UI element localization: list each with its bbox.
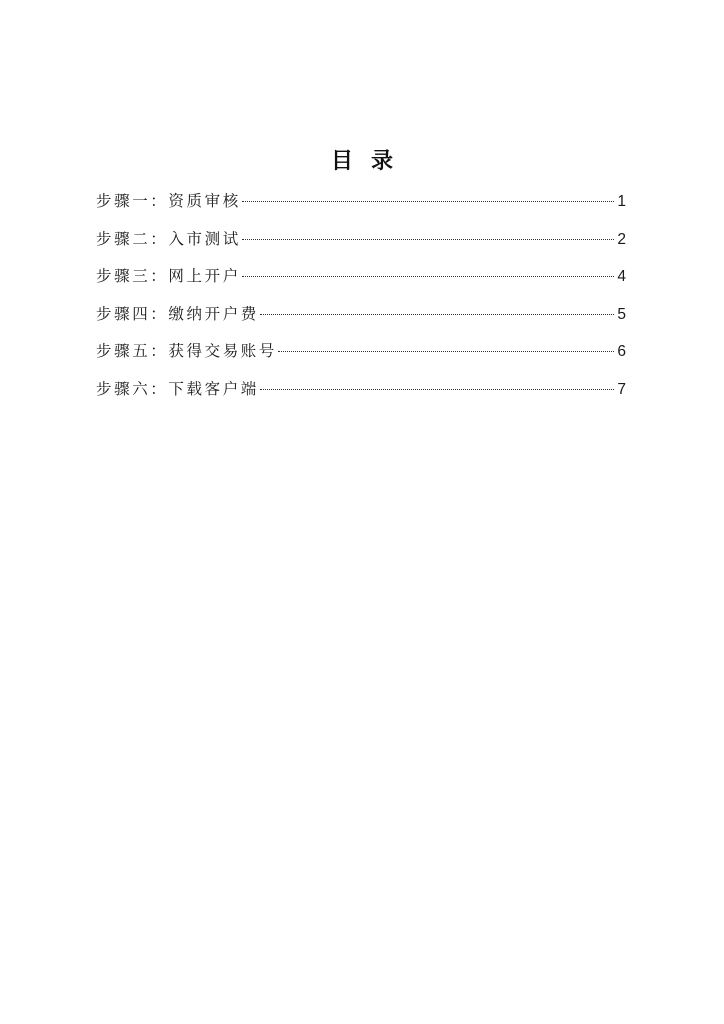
toc-title: 目录 [330, 148, 411, 174]
table-of-contents [96, 186, 626, 412]
toc-entry-label: 步骤四：缴纳开户费 [96, 304, 259, 323]
toc-entry-step-1 [96, 186, 626, 224]
toc-entry-page-number: 2 [617, 230, 626, 248]
toc-entry-step-3 [96, 261, 626, 299]
toc-entry-page-number: 1 [617, 193, 626, 210]
toc-entry-label: 步骤六：下载客户端 [96, 379, 259, 398]
dot-leader [278, 351, 614, 352]
toc-entry-label: 步骤二：入市测试 [96, 229, 241, 248]
dot-leader [260, 314, 614, 315]
toc-entry-step-4 [96, 299, 626, 337]
toc-entry-page-number: 6 [617, 343, 626, 361]
toc-entry-label: 步骤五：获得交易账号 [96, 342, 278, 361]
toc-entry-page-number: 5 [617, 305, 626, 323]
dot-leader [242, 201, 614, 202]
dot-leader [260, 389, 614, 390]
dot-leader [242, 239, 614, 240]
toc-entry-label: 步骤一：资质审核 [96, 192, 241, 210]
toc-entry-step-5 [96, 336, 626, 374]
toc-entry-page-number: 4 [617, 268, 626, 286]
toc-entry-page-number: 7 [617, 380, 626, 398]
toc-entry-step-2 [96, 224, 626, 262]
toc-entry-step-6 [96, 374, 626, 412]
dot-leader [242, 276, 614, 277]
toc-entry-label: 步骤三：网上开户 [96, 267, 241, 286]
